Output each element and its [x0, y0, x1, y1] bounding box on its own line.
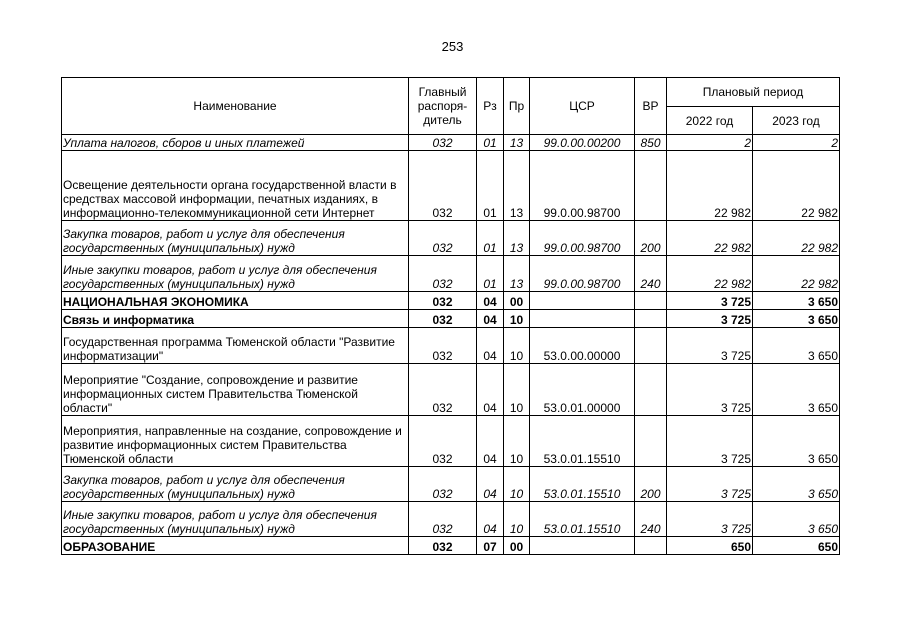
cell-2023: 22 982 — [753, 256, 840, 292]
cell-vr — [635, 537, 667, 555]
cell-manager: 032 — [409, 467, 477, 502]
cell-manager: 032 — [409, 537, 477, 555]
table-body — [62, 135, 840, 555]
cell-manager: 032 — [409, 310, 477, 328]
cell-manager: 032 — [409, 151, 477, 221]
cell-2023: 3 650 — [753, 292, 840, 310]
cell-name: ОБРАЗОВАНИЕ — [62, 537, 409, 555]
table-row — [62, 151, 840, 221]
cell-name: Государственная программа Тюменской области "Развитие информатизации" — [62, 328, 409, 364]
cell-csr — [530, 292, 635, 310]
cell-name: Освещение деятельности органа государственной власти в средствах массовой информации, печатных изданиях, в информационно-телекоммуникационной сети Интернет — [62, 151, 409, 221]
cell-vr: 200 — [635, 467, 667, 502]
cell-csr: 99.0.00.98700 — [530, 151, 635, 221]
table-row — [62, 221, 840, 256]
cell-csr — [530, 310, 635, 328]
cell-manager: 032 — [409, 292, 477, 310]
header-rz: Рз — [477, 78, 504, 135]
cell-pr: 10 — [504, 328, 530, 364]
cell-2023: 3 650 — [753, 467, 840, 502]
cell-manager: 032 — [409, 502, 477, 537]
cell-2023: 22 982 — [753, 151, 840, 221]
table-row — [62, 537, 840, 555]
cell-pr: 00 — [504, 537, 530, 555]
header-manager: Главный распоря-дитель — [409, 78, 477, 135]
cell-csr: 53.0.01.15510 — [530, 416, 635, 467]
page-number: 253 — [441, 39, 464, 54]
cell-rz: 01 — [477, 135, 504, 151]
cell-manager: 032 — [409, 256, 477, 292]
header-csr: ЦСР — [530, 78, 635, 135]
cell-name: Уплата налогов, сборов и иных платежей — [62, 135, 409, 151]
cell-2022: 650 — [667, 537, 753, 555]
cell-name: Связь и информатика — [62, 310, 409, 328]
table-row — [62, 135, 840, 151]
cell-csr: 99.0.00.00200 — [530, 135, 635, 151]
cell-2022: 3 725 — [667, 467, 753, 502]
cell-vr — [635, 292, 667, 310]
cell-rz: 04 — [477, 416, 504, 467]
cell-csr: 53.0.01.15510 — [530, 467, 635, 502]
header-year-2022: 2022 год — [667, 107, 753, 135]
cell-rz: 04 — [477, 467, 504, 502]
table-row — [62, 310, 840, 328]
cell-2022: 3 725 — [667, 328, 753, 364]
header-plan-period: Плановый период — [667, 78, 840, 107]
cell-vr — [635, 151, 667, 221]
cell-vr: 200 — [635, 221, 667, 256]
cell-pr: 10 — [504, 364, 530, 416]
cell-vr: 850 — [635, 135, 667, 151]
header-vr: ВР — [635, 78, 667, 135]
cell-vr: 240 — [635, 502, 667, 537]
cell-rz: 04 — [477, 328, 504, 364]
header-pr: Пр — [504, 78, 530, 135]
cell-2022: 22 982 — [667, 221, 753, 256]
cell-2022: 22 982 — [667, 151, 753, 221]
cell-rz: 01 — [477, 151, 504, 221]
cell-2022: 2 — [667, 135, 753, 151]
cell-name: Иные закупки товаров, работ и услуг для обеспечения государственных (муниципальных) нужд — [62, 256, 409, 292]
cell-2023: 3 650 — [753, 364, 840, 416]
cell-2023: 650 — [753, 537, 840, 555]
cell-vr — [635, 328, 667, 364]
cell-manager: 032 — [409, 416, 477, 467]
cell-csr: 53.0.00.00000 — [530, 328, 635, 364]
table-row — [62, 467, 840, 502]
cell-pr: 13 — [504, 221, 530, 256]
cell-csr: 53.0.01.15510 — [530, 502, 635, 537]
cell-2022: 22 982 — [667, 256, 753, 292]
cell-2022: 3 725 — [667, 364, 753, 416]
cell-2023: 3 650 — [753, 328, 840, 364]
cell-rz: 04 — [477, 292, 504, 310]
cell-manager: 032 — [409, 328, 477, 364]
cell-2023: 3 650 — [753, 310, 840, 328]
cell-2023: 2 — [753, 135, 840, 151]
cell-csr: 99.0.00.98700 — [530, 256, 635, 292]
cell-2023: 22 982 — [753, 221, 840, 256]
cell-pr: 10 — [504, 416, 530, 467]
cell-vr — [635, 310, 667, 328]
cell-2022: 3 725 — [667, 502, 753, 537]
cell-2022: 3 725 — [667, 416, 753, 467]
cell-2022: 3 725 — [667, 310, 753, 328]
cell-pr: 13 — [504, 135, 530, 151]
cell-name: Закупка товаров, работ и услуг для обеспечения государственных (муниципальных) нужд — [62, 221, 409, 256]
cell-vr: 240 — [635, 256, 667, 292]
cell-2023: 3 650 — [753, 416, 840, 467]
header-year-2023: 2023 год — [753, 107, 840, 135]
cell-rz: 04 — [477, 310, 504, 328]
cell-vr — [635, 364, 667, 416]
cell-pr: 13 — [504, 256, 530, 292]
cell-rz: 04 — [477, 502, 504, 537]
cell-pr: 10 — [504, 310, 530, 328]
table-row — [62, 364, 840, 416]
cell-2023: 3 650 — [753, 502, 840, 537]
cell-pr: 00 — [504, 292, 530, 310]
table-row — [62, 502, 840, 537]
cell-manager: 032 — [409, 135, 477, 151]
cell-vr — [635, 416, 667, 467]
cell-pr: 10 — [504, 467, 530, 502]
cell-csr: 53.0.01.00000 — [530, 364, 635, 416]
cell-csr — [530, 537, 635, 555]
cell-manager: 032 — [409, 221, 477, 256]
cell-manager: 032 — [409, 364, 477, 416]
cell-name: НАЦИОНАЛЬНАЯ ЭКОНОМИКА — [62, 292, 409, 310]
cell-name: Мероприятие "Создание, сопровождение и развитие информационных систем Правительства Тюменской области" — [62, 364, 409, 416]
cell-name: Мероприятия, направленные на создание, сопровождение и развитие информационных систем Правительства Тюменской области — [62, 416, 409, 467]
header-name: Наименование — [62, 78, 409, 135]
cell-2022: 3 725 — [667, 292, 753, 310]
cell-rz: 04 — [477, 364, 504, 416]
cell-name: Иные закупки товаров, работ и услуг для обеспечения государственных (муниципальных) нужд — [62, 502, 409, 537]
cell-rz: 01 — [477, 221, 504, 256]
table-row — [62, 416, 840, 467]
cell-rz: 01 — [477, 256, 504, 292]
cell-csr: 99.0.00.98700 — [530, 221, 635, 256]
cell-pr: 10 — [504, 502, 530, 537]
table-row — [62, 328, 840, 364]
table-row — [62, 256, 840, 292]
cell-rz: 07 — [477, 537, 504, 555]
cell-name: Закупка товаров, работ и услуг для обеспечения государственных (муниципальных) нужд — [62, 467, 409, 502]
budget-table — [61, 77, 840, 555]
cell-pr: 13 — [504, 151, 530, 221]
table-row — [62, 292, 840, 310]
